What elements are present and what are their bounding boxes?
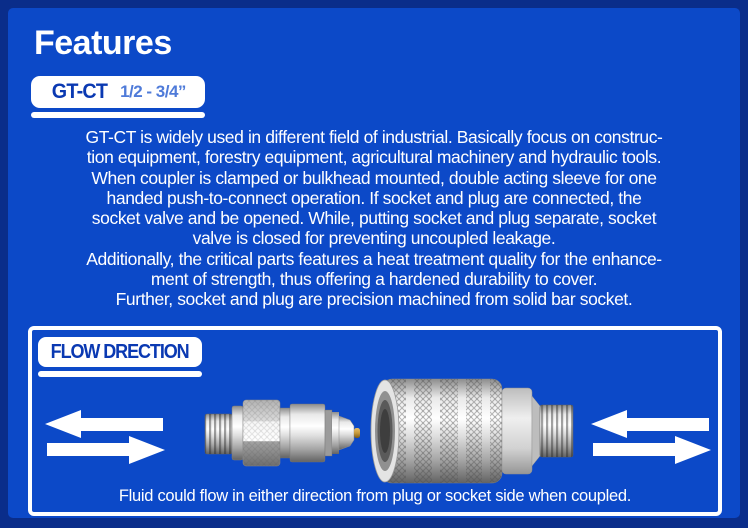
description-line: handed push-to-connect operation. If socket and plug are connected, the xyxy=(106,187,642,208)
badge-underline xyxy=(31,112,205,118)
feature-description xyxy=(24,127,724,310)
model-badge xyxy=(31,76,205,108)
flow-arrow-right-icon xyxy=(590,410,712,464)
description-line: socket valve and be opened. While, putting socket and plug separate, socket xyxy=(91,208,657,229)
flow-caption: Fluid could flow in either direction from plug or socket side when coupled. xyxy=(118,487,632,505)
description-line: Further, socket and plug are precision machined from solid bar socket. xyxy=(115,289,633,310)
plug-coupler-image xyxy=(204,392,361,474)
description-line: GT-CT is widely used in different field of industrial. Basically focus on construc- xyxy=(85,127,663,147)
description-line: ment of strength, thus offering a hardened durability to cover. xyxy=(150,269,598,290)
flow-label-underline xyxy=(38,371,202,377)
description-line: Additionally, the critical parts features a heat treatment quality for the enhance- xyxy=(86,248,662,269)
page-title: Features xyxy=(34,24,172,62)
description-line: When coupler is clamped or bulkhead mounted, double acting sleeve for one xyxy=(91,167,657,188)
model-size-range: 1/2 - 3/4” xyxy=(120,82,186,101)
content-area xyxy=(8,8,740,518)
flow-direction-label-text: FLOW DRECTION xyxy=(51,340,189,363)
description-line: valve is closed for preventing uncoupled leakage. xyxy=(192,228,556,249)
flow-arrow-left-icon xyxy=(44,410,166,464)
socket-coupler-image xyxy=(366,378,575,484)
model-name: GT-CT xyxy=(51,80,108,103)
flow-direction-box xyxy=(28,326,722,516)
flow-direction-label xyxy=(38,337,202,367)
description-line: tion equipment, forestry equipment, agricultural machinery and hydraulic tools. xyxy=(86,147,662,168)
